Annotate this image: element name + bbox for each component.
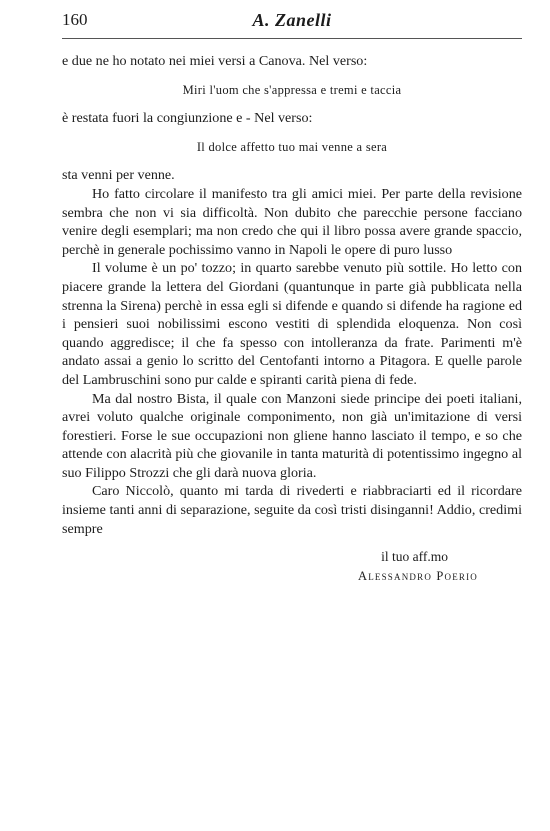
paragraph: sta venni per venne. [62,167,175,184]
signature: Alessandro Poerio [357,568,478,583]
header-rule [62,38,522,39]
page-number: 160 [62,10,88,29]
paragraph: Ma dal nostro Bista, il quale con Manzoni siede principe dei poeti italiani, avrei voluto qualche originale componimento, non già un'imitazione di versi forestieri. Forse le sue occupazioni non gliene hanno lasciato il tempo, e so che attende con alacrità più che giovanile in tanta maturità di potentissimo ingegno al suo Filippo Strozzi che gli darà nuova gloria. [62,390,522,481]
running-head: A. Zanelli [252,10,332,30]
paragraph: Il volume è un po' tozzo; in quarto sarebbe venuto più sottile. Ho letto con piacere grande la lettera del Giordani (quantunque in parte già pubblicata nella strenna la Sirena) perchè in essa egli si difende e quando si difende ha ragione ed i pensieri suoi nobilissimi escono vestiti di splendida eloquenza. Non così quando aggredisce; il che fa spesso con intolleranza da frate. Parimenti m'è andato assai a genio lo scritto del Centofanti intorno a Pitagora. E quelle parole del Lambruschini sono pur calde e spiranti carità piena di fede. [62,260,522,388]
paragraph: Ho fatto circolare il manifesto tra gli amici miei. Per parte della revisione sembra che non vi sia difficoltà. Non dubito che parecchie persone facciano venire degli esemplari; ma non credo che qui il libro possa avere grande spaccio, perchè in generale pochissimo vanno in Napoli le opere di puro lusso [62,185,522,258]
page-header [62,10,522,34]
verse-quote: Miri l'uom che s'appressa e tremi e taccia [182,82,402,97]
verse-quote: Il dolce affetto tuo mai venne a sera [196,139,388,154]
paragraph: e due ne ho notato nei miei versi a Canova. Nel verso: [62,53,368,69]
closing-salutation: il tuo aff.mo [381,549,448,565]
paragraph: è restata fuori la congiunzione e - Nel verso: [62,110,313,127]
letter-body [62,52,522,585]
paragraph: Caro Niccolò, quanto mi tarda di rivederti e riabbraciarti ed il ricordare insieme tanti anni di separazione, seguite da così tristi disinganni! Addio, credimi sempre [62,483,522,537]
